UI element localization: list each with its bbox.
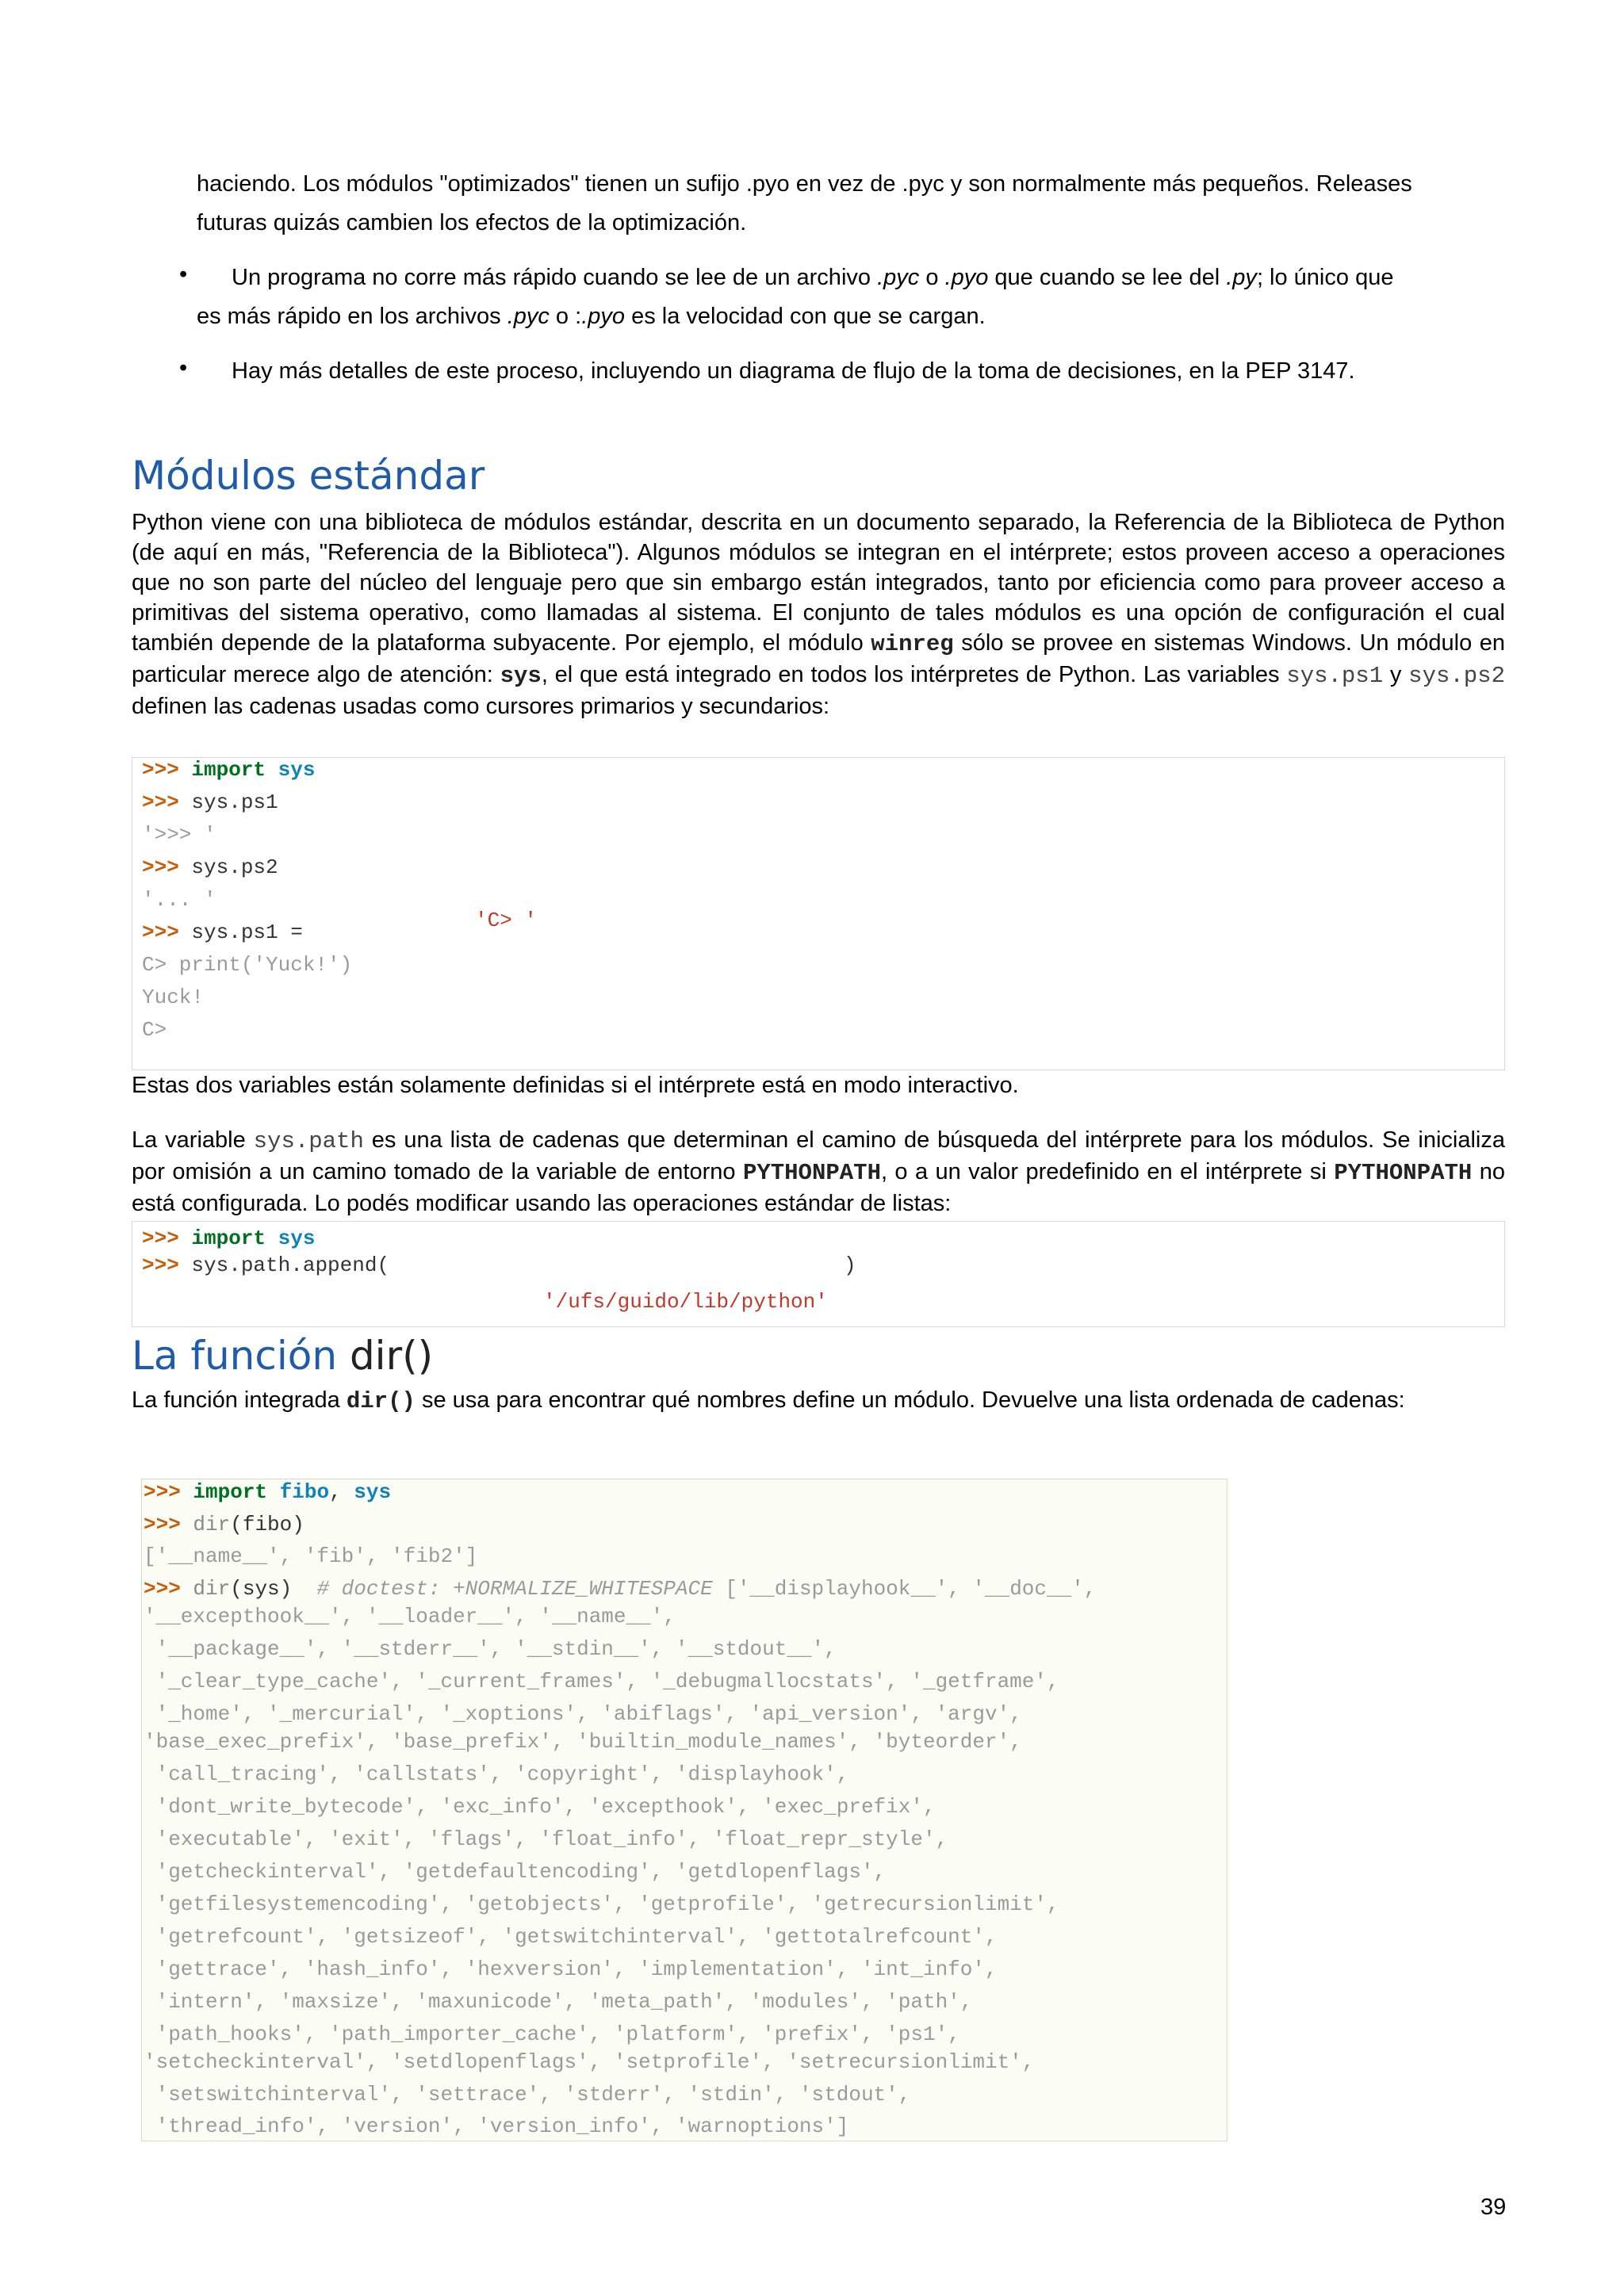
page-number: 39: [1480, 2195, 1507, 2220]
bullet-symbol: •: [179, 262, 188, 287]
paragraph-standard-modules: Python viene con una biblioteca de módulos estándar, descrita en un documento separado, la Referencia de la Biblioteca de Python (de aquí en más, "Referencia de la Biblioteca"). Algunos módulos se integran en el intérprete; estos proveen acceso a operaciones que no son parte del núcleo del lenguaje pero que sin embargo están integrados, tanto por eficiencia como para proveer acceso a primitivas del sistema operativo, como llamadas al sistema. El conjunto de tales módulos es una opción de configuración el cual también depende de la plataforma subyacente. Por ejemplo, el módulo winreg sólo se provee en sistemas Windows. Un módulo en particular merece algo de atención: sys, el que está integrado en todos los intérpretes de Python. Las variables sys.ps1 y sys.ps2 definen las cadenas usadas como cursores primarios y secundarios:: [132, 510, 1506, 719]
continued-line-1: haciendo. Los módulos "optimizados" tienen un sufijo .pyo en vez de .pyc y son normalmente más pequeños. Releases: [197, 171, 1412, 197]
code-block-sys-path: >>> import sys >>> sys.path.append( ) '/ufs/guido/lib/python': [132, 1221, 1505, 1327]
section-title-dir-function: La función dir(): [132, 1333, 434, 1379]
bullet-item-pep: Hay más detalles de este proceso, incluyendo un diagrama de flujo de la toma de decisiones, en la PEP 3147.: [232, 358, 1355, 384]
paragraph-interactive-mode: Estas dos variables están solamente definidas si el intérprete está en modo interactivo.: [132, 1073, 1019, 1098]
code-block-dir: >>> import fibo, sys >>> dir(fibo) ['__name__', 'fib', 'fib2'] >>> dir(sys) # doctest: +NORMALIZE_WHITESPACE ['__displayhook__', '__doc__', '__excepthook__', '__loader__', '__name__', '__package__', '__stderr__', '__stdin__', '__stdout__', '_clear_type_cache', '_current_frames', '_debugmallocstats', '_getframe', '_home', '_mercurial', '_xoptions', 'abiflags', 'api_version', 'argv', 'base_exec_prefix', 'base_prefix', 'builtin_module_names', 'byteorder', 'call_tracing', 'callstats', 'copyright', 'displayhook', 'dont_write_bytecode', 'exc_info', 'excepthook', 'exec_prefix', 'executable', 'exit', 'flags', 'float_info', 'float_repr_style', 'getcheckinterval', 'getdefaultencoding', 'getdlopenflags', 'getfilesystemencoding', 'getobjects', 'getprofile', 'getrecursionlimit', 'getrefcount', 'getsizeof', 'getswitchinterval', 'gettotalrefcount', 'gettrace', 'hash_info', 'hexversion', 'implementation', 'int_info', 'intern', 'maxsize', 'maxunicode', 'meta_path', 'modules', 'path', 'path_hooks', 'path_importer_cache', 'platform', 'prefix', 'ps1', 'setcheckinterval', 'setdlopenflags', 'setprofile', 'setrecursionlimit', 'setswitchinterval', 'settrace', 'stderr', 'stdin', 'stdout', 'thread_info', 'version', 'version_info', 'warnoptions']: [141, 1479, 1228, 2141]
section-title-modulos-estandar: Módulos estándar: [132, 453, 485, 499]
continued-line-2: futuras quizás cambien los efectos de la optimización.: [197, 210, 747, 235]
paragraph-sys-path: La variable sys.path es una lista de cadenas que determinan el camino de búsqueda del intérprete para los módulos. Se inicializa por omisión a un camino tomado de la variable de entorno PYTHONPATH, o a un valor predefinido en el intérprete si PYTHONPATH no está configurada. Lo podés modificar usando las operaciones estándar de listas:: [132, 1127, 1505, 1216]
code-block-prompts: >>> import sys >>> sys.ps1 '>>> ' >>> sys.ps2 '... ' >>> sys.ps1 = 'C> ' C> print('Yuck!') Yuck! C>: [132, 757, 1505, 1070]
continued-paragraph: [197, 165, 1505, 243]
paragraph-dir-function: La función integrada dir() se usa para encontrar qué nombres define un módulo. Devuelve una lista ordenada de cadenas:: [132, 1387, 1405, 1414]
bullet-symbol: •: [179, 355, 188, 381]
bullet-item-pyc-speed: Un programa no corre más rápido cuando se lee de un archivo .pyc o .pyo que cuando se lee del .py; lo único que es más rápido en los archivos .pyc o :.pyo es la velocidad con que se cargan.: [197, 265, 1394, 329]
